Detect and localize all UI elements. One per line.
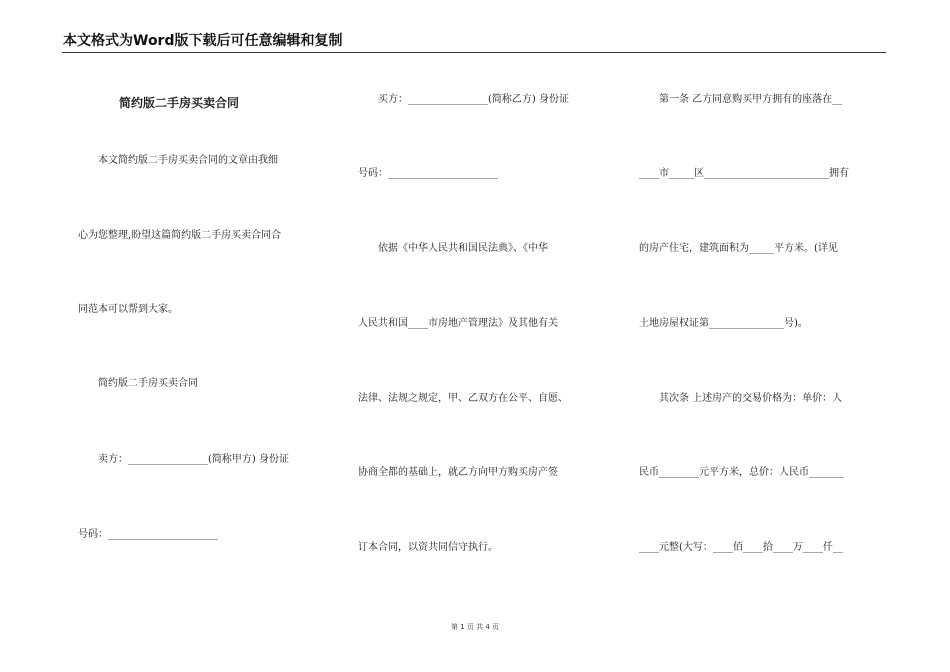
document-header: 本文格式为Word版下载后可任意编辑和复制 [63, 33, 343, 49]
text-line: 民币________元平方米，总价：人民币_______ [639, 467, 844, 478]
text-line: 土地房屋权证第_______________号)。 [639, 318, 808, 329]
text-line: 订本合同，以资共同信守执行。 [358, 542, 498, 553]
text-line: 号码：______________________ [78, 529, 218, 540]
text-line: 第一条 乙方同意购买甲方拥有的座落在__ [639, 94, 843, 105]
text-line: 号码：______________________ [358, 168, 498, 179]
text-line: 简约版二手房买卖合同 [78, 378, 198, 389]
text-line: 卖方：________________(简称甲方) 身份证 [78, 454, 289, 465]
text-line: 心为您整理,盼望这篇简约版二手房买卖合同合 [78, 230, 282, 241]
text-line: 其次条 上述房产的交易价格为：单价：人 [639, 393, 843, 404]
text-line: 人民共和国____市房地产管理法》及其他有关 [358, 318, 558, 329]
text-line: 本文简约版二手房买卖合同的文章由我细 [78, 155, 278, 166]
text-line: 协商全都的基础上，就乙方向甲方购买房产签 [358, 467, 558, 478]
text-line: ____市_____区_________________________拥有 [639, 168, 849, 179]
document-title: 简约版二手房买卖合同 [119, 96, 240, 110]
page-number: 第 1 页 共 4 页 [450, 623, 500, 631]
text-line: 依据《中华人民共和国民法典》、《中华 [358, 243, 548, 254]
text-line: ____元整(大写：____佰____拾____万____仟__ [639, 542, 843, 553]
text-line: 法律、法规之规定，甲、乙双方在公平、自愿、 [358, 393, 568, 404]
text-line: 的房产住宅，建筑面积为_____平方米。(详见 [639, 243, 838, 254]
text-line: 买方：________________(简称乙方) 身份证 [358, 94, 569, 105]
header-rule [62, 52, 886, 53]
text-line: 同范本可以帮到大家。 [78, 304, 178, 315]
